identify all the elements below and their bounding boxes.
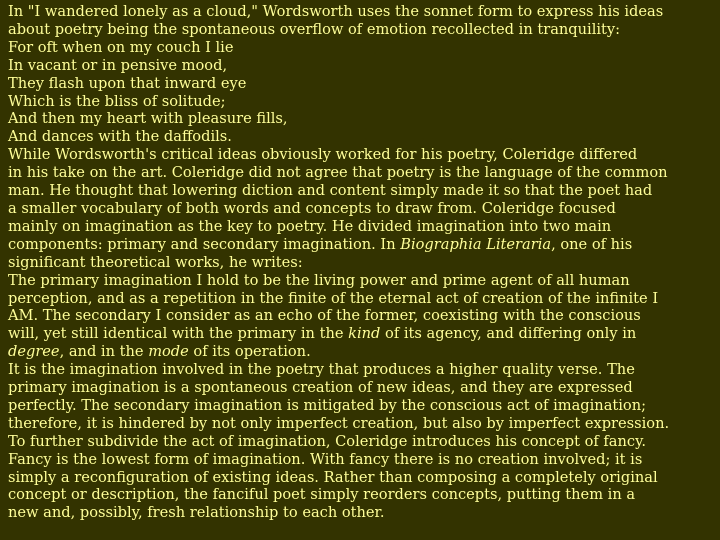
text-segment: of its operation. xyxy=(188,343,311,361)
text-segment: of its agency, and differing only in xyxy=(380,325,637,343)
quote-line xyxy=(8,343,712,361)
emphasis-kind: kind xyxy=(348,325,381,343)
poem-line: Which is the bliss of solitude; xyxy=(8,92,226,110)
text-line: In "I wandered lonely as a cloud," Wordsworth uses the sonnet form to express his ideas xyxy=(8,3,664,20)
text-line: new and, possibly, fresh relationship to each other. xyxy=(8,504,385,522)
poem-line: And dances with the daffodils. xyxy=(8,128,232,146)
poem-line: In vacant or in pensive mood, xyxy=(8,56,228,74)
text-line: about poetry being the spontaneous overflow of emotion recollected in tranquility: xyxy=(8,20,621,38)
text-segment: , one of his xyxy=(551,235,633,253)
text-line: Fancy is the lowest form of imagination. With fancy there is no creation involved; it is xyxy=(8,450,643,468)
text-line: To further subdivide the act of imagination, Coleridge introduces his concept of fancy. xyxy=(8,432,647,450)
text-line: concept or description, the fanciful poet simply reorders concepts, putting them in a xyxy=(8,486,636,504)
text-line: simply a reconfiguration of existing ideas. Rather than composing a completely original xyxy=(8,468,658,486)
poem-line: And then my heart with pleasure fills, xyxy=(8,110,288,128)
analysis-paragraph xyxy=(8,361,712,522)
text-line: significant theoretical works, he writes: xyxy=(8,253,303,271)
emphasis-degree: degree xyxy=(8,343,60,361)
text-line: While Wordsworth's critical ideas obviously worked for his poetry, Coleridge differed xyxy=(8,146,638,164)
quote-line: The primary imagination I hold to be the living power and prime agent of all human xyxy=(8,271,630,289)
poem-line: They flash upon that inward eye xyxy=(8,74,247,92)
intro-paragraph xyxy=(8,3,712,39)
text-line: a smaller vocabulary of both words and concepts to draw from. Coleridge focused xyxy=(8,199,616,217)
text-line: man. He thought that lowering diction and content simply made it so that the poet had xyxy=(8,182,653,200)
block-quote xyxy=(8,272,712,362)
quote-line: perception, and as a repetition in the finite of the eternal act of creation of the infinite I xyxy=(8,289,659,307)
text-line: primary imagination is a spontaneous creation of new ideas, and they are expressed xyxy=(8,379,633,397)
text-segment: components: primary and secondary imagination. In xyxy=(8,235,401,253)
text-line: mainly on imagination as the key to poetry. He divided imagination into two main xyxy=(8,217,612,235)
text-line: in his take on the art. Coleridge did not agree that poetry is the language of the common xyxy=(8,164,668,182)
quote-line xyxy=(8,325,712,343)
emphasis-mode: mode xyxy=(148,343,189,361)
quote-line: AM. The secondary I consider as an echo of the former, coexisting with the conscious xyxy=(8,307,641,325)
poem-line: For oft when on my couch I lie xyxy=(8,38,234,56)
text-line: perfectly. The secondary imagination is mitigated by the conscious act of imagination; xyxy=(8,396,647,414)
book-title: Biographia Literaria xyxy=(400,235,552,253)
text-segment: will, yet still identical with the primary in the xyxy=(8,325,349,343)
text-line: therefore, it is hindered by not only imperfect creation, but also by imperfect expression. xyxy=(8,414,670,432)
text-line: It is the imagination involved in the poetry that produces a higher quality verse. The xyxy=(8,361,635,379)
coleridge-paragraph xyxy=(8,146,712,271)
poem-excerpt xyxy=(8,39,712,146)
text-segment: , and in the xyxy=(59,343,149,361)
text-line xyxy=(8,236,712,254)
